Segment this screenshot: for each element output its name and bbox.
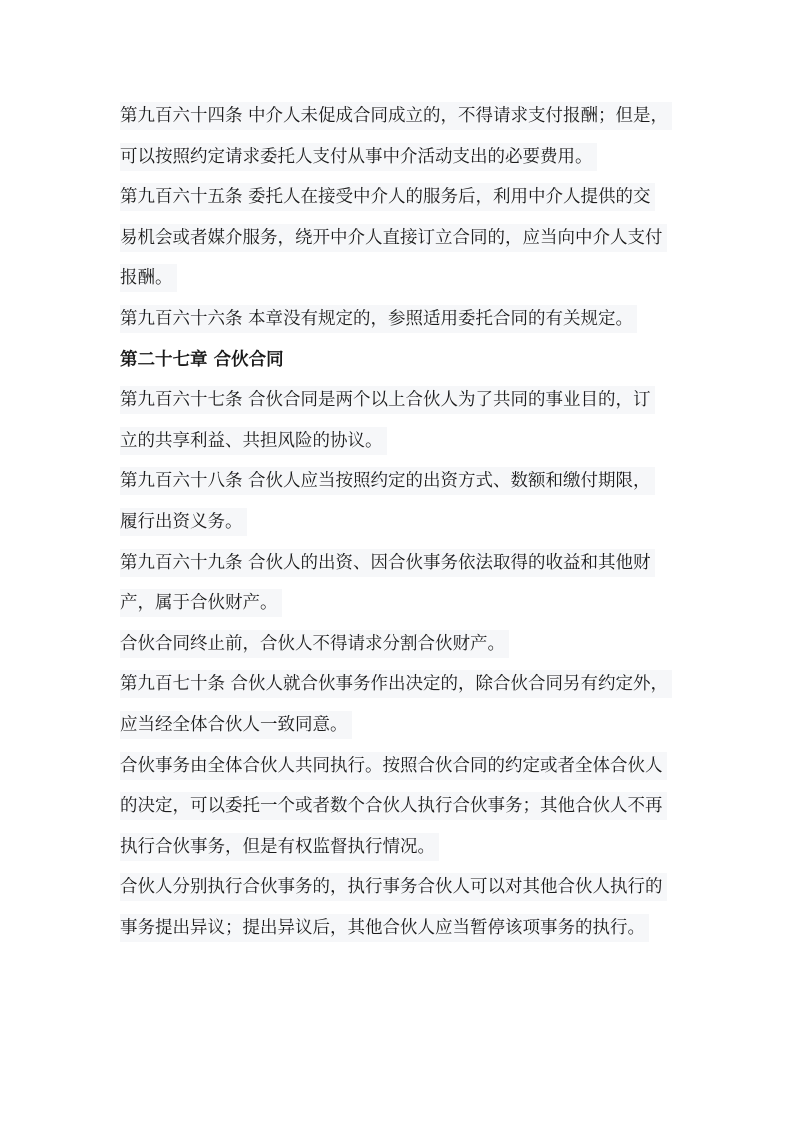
line-text: 第九百六十八条 合伙人应当按照约定的出资方式、数额和缴付期限，: [120, 467, 655, 495]
line-text: 第九百六十五条 委托人在接受中介人的服务后，利用中介人提供的交: [120, 183, 655, 211]
text-line: [120, 218, 680, 259]
text-line: [120, 96, 680, 137]
text-line: [120, 664, 680, 705]
text-line: [120, 827, 680, 868]
line-text: 履行出资义务。: [120, 508, 247, 536]
line-text: 易机会或者媒介服务，绕开中介人直接订立合同的，应当向中介人支付: [120, 224, 667, 252]
line-text: 可以按照约定请求委托人支付从事中介活动支出的必要费用。: [120, 143, 597, 171]
heading-text: 第二十七章 合伙合同: [120, 349, 284, 370]
chapter-heading: [120, 340, 680, 381]
text-line: [120, 583, 680, 624]
text-line: [120, 380, 680, 421]
line-text: 报酬。: [120, 264, 177, 292]
line-text: 合伙事务由全体合伙人共同执行。按照合伙合同的约定或者全体合伙人: [120, 752, 667, 780]
text-line: [120, 137, 680, 178]
text-line: [120, 258, 680, 299]
text-line: [120, 908, 680, 949]
text-line: [120, 461, 680, 502]
text-line: [120, 299, 680, 340]
text-line: [120, 746, 680, 787]
line-text: 的决定，可以委托一个或者数个合伙人执行合伙事务；其他合伙人不再: [120, 792, 667, 820]
line-text: 第九百六十四条 中介人未促成合同成立的，不得请求支付报酬；但是，: [120, 102, 672, 130]
line-text: 第九百六十七条 合伙合同是两个以上合伙人为了共同的事业目的，订: [120, 386, 655, 414]
line-text: 第九百七十条 合伙人就合伙事务作出决定的，除合伙合同另有约定外，: [120, 670, 672, 698]
line-text: 合伙人分别执行合伙事务的，执行事务合伙人可以对其他合伙人执行的: [120, 873, 667, 901]
line-text: 执行合伙事务，但是有权监督执行情况。: [120, 833, 439, 861]
text-line: [120, 786, 680, 827]
line-text: 立的共享利益、共担风险的协议。: [120, 427, 387, 455]
text-line: [120, 705, 680, 746]
text-line: [120, 421, 680, 462]
text-line: [120, 177, 680, 218]
text-line: [120, 543, 680, 584]
document-page: [120, 96, 680, 948]
line-text: 第九百六十九条 合伙人的出资、因合伙事务依法取得的收益和其他财: [120, 549, 655, 577]
line-text: 合伙合同终止前，合伙人不得请求分割合伙财产。: [120, 630, 509, 658]
line-text: 产，属于合伙财产。: [120, 589, 282, 617]
text-line: [120, 867, 680, 908]
text-line: [120, 502, 680, 543]
text-line: [120, 624, 680, 665]
line-text: 应当经全体合伙人一致同意。: [120, 711, 352, 739]
line-text: 第九百六十六条 本章没有规定的，参照适用委托合同的有关规定。: [120, 305, 637, 333]
line-text: 事务提出异议；提出异议后，其他合伙人应当暂停该项事务的执行。: [120, 914, 649, 942]
